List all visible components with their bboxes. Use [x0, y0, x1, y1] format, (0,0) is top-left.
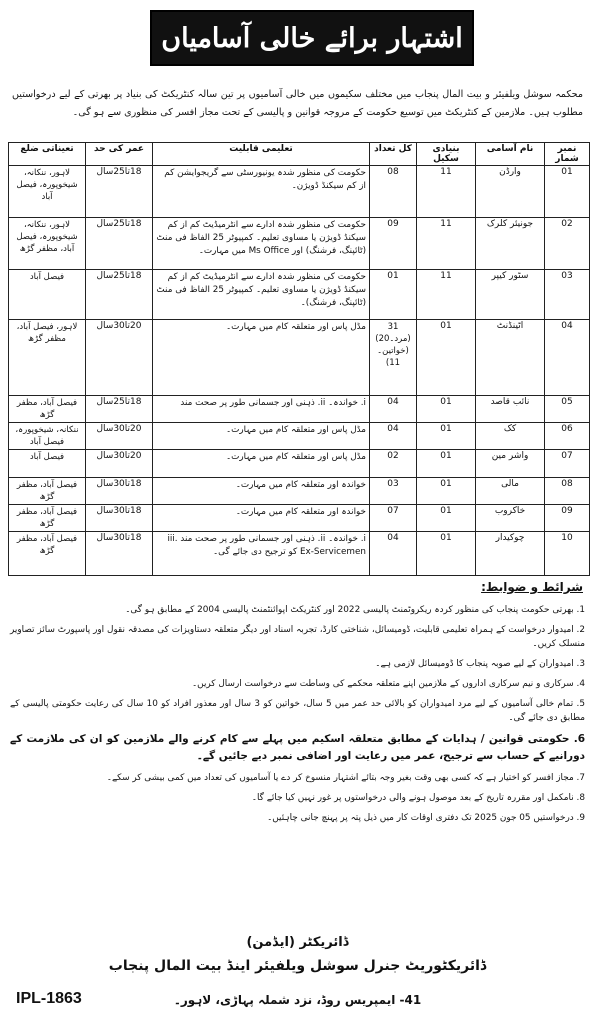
header-serial: نمبر شمار — [545, 143, 590, 166]
post-cell: وارڈن — [476, 166, 545, 218]
serial-cell: 06 — [545, 423, 590, 450]
count-cell: 04 — [370, 532, 417, 576]
table-row — [9, 396, 590, 423]
count-cell: 01 — [370, 270, 417, 320]
qualification-cell: مڈل پاس اور متعلقہ کام میں مہارت۔ — [153, 450, 370, 478]
qualification-cell: حکومت کی منظور شدہ یونیورسٹی سے گریجوایشن کم از کم سیکنڈ ڈویژن۔ — [153, 166, 370, 218]
district-cell: فیصل آباد، مظفر گڑھ — [9, 505, 86, 532]
district-cell: فیصل آباد، مظفر گڑھ — [9, 478, 86, 505]
count-cell: 04 — [370, 396, 417, 423]
post-cell: کک — [476, 423, 545, 450]
scale-cell: 01 — [417, 478, 476, 505]
scale-cell: 01 — [417, 396, 476, 423]
header-count: کل تعداد — [370, 143, 417, 166]
age-cell: 18تا30سال — [86, 478, 153, 505]
term-item: 5. تمام خالی آسامیوں کے لیے مرد امیدواران کو بالائی حد عمر میں 5 سال، خواتین کو 3 سال اور معذور افراد کو 10 سال کی رعایت حکومتی پالیسی کے مطابق دی جائے گی۔ — [10, 699, 585, 723]
district-cell: فیصل آباد — [9, 270, 86, 320]
header-age: عمر کی حد — [86, 143, 153, 166]
count-cell: 02 — [370, 450, 417, 478]
post-cell: مالی — [476, 478, 545, 505]
count-cell: 07 — [370, 505, 417, 532]
age-cell: 18تا30سال — [86, 505, 153, 532]
header-scale: بنیادی سکیل — [417, 143, 476, 166]
scale-cell: 01 — [417, 450, 476, 478]
table-row — [9, 505, 590, 532]
serial-cell: 01 — [545, 166, 590, 218]
qualification-cell: حکومت کی منظور شدہ ادارے سے انٹرمیڈیٹ کم از کم سیکنڈ ڈویژن یا مساوی تعلیم۔ کمپیوٹر 25 الفاظ فی منٹ (ٹائپنگ، فرشنگ) اور Ms Office میں مہارت۔ — [153, 218, 370, 270]
count-male: (مرد۔20) — [375, 334, 411, 344]
serial-cell: 02 — [545, 218, 590, 270]
header-qualification: تعلیمی قابلیت — [153, 143, 370, 166]
district-cell: فیصل آباد، مظفر گڑھ — [9, 396, 86, 423]
term-item: 2. امیدوار درخواست کے ہمراہ تعلیمی قابلیت، ڈومیسائل، شناختی کارڈ، تجربہ اسناد اور دیگر متعلقہ دستاویزات کی مصدقہ نقول اور پاسپورٹ سائز تصاویر منسلک کریں۔ — [10, 625, 585, 649]
scale-cell: 01 — [417, 532, 476, 576]
banner-title: اشتہار برائے خالی آسامیاں — [150, 10, 474, 66]
term-item: 4. سرکاری و نیم سرکاری اداروں کے ملازمین اپنے متعلقہ محکمے کی وساطت سے درخواست ارسال کریں۔ — [191, 679, 585, 689]
count-cell — [370, 320, 417, 396]
term-item: 7. مجاز افسر کو اختیار ہے کہ کسی بھی وقت بغیر وجہ بتائے اشتہار منسوخ کر دے یا آسامیوں کی تعداد میں کمی بیشی کر سکے۔ — [106, 773, 585, 783]
qualification-cell: i. خواندہ۔ ii. ذہنی اور جسمانی طور پر صحت مند iii. Ex-Servicemen کو ترجیح دی جائے گی۔ — [153, 532, 370, 576]
count-cell: 09 — [370, 218, 417, 270]
qualification-cell: i. خواندہ۔ ii. ذہنی اور جسمانی طور پر صحت مند — [153, 396, 370, 423]
header-district: تعیناتی ضلع — [9, 143, 86, 166]
district-cell: ننکانہ، شیخوپورہ، فیصل آباد — [9, 423, 86, 450]
signatory-title: ڈائریکٹر (ایڈمن) — [246, 935, 349, 950]
scale-cell: 11 — [417, 166, 476, 218]
age-cell: 20تا30سال — [86, 423, 153, 450]
term-item: 1. بھرتی حکومت پنجاب کی منظور کردہ ریکروٹمنٹ پالیسی 2022 اور کنٹریکٹ اپوائنٹمنٹ پالیسی 2004 کے مطابق ہو گی۔ — [125, 605, 585, 615]
post-cell: واشر مین — [476, 450, 545, 478]
term-item: 8. نامکمل اور مقررہ تاریخ کے بعد موصول ہونے والی درخواستوں پر غور نہیں کیا جائے گا۔ — [251, 793, 585, 803]
district-cell: لاہور، فیصل آباد، مظفر گڑھ — [9, 320, 86, 396]
age-cell: 18تا25سال — [86, 396, 153, 423]
post-cell: نائب قاصد — [476, 396, 545, 423]
qualification-cell: مڈل پاس اور متعلقہ کام میں مہارت۔ — [153, 423, 370, 450]
intro-paragraph: محکمہ سوشل ویلفیئر و بیت المال پنجاب میں مختلف سکیموں میں خالی آسامیوں پر تین سالہ کنٹریکٹ کی بنیاد پر بھرتی کے لیے درخواستیں مطلوب ہیں۔ ملازمین کے کنٹریکٹ میں توسیع حکومت کے مروجہ قوانین و پالیسی کے تحت مجاز افسر کی منظوری سے ہو گی۔ — [12, 89, 583, 118]
count-cell: 03 — [370, 478, 417, 505]
ipl-reference: IPL-1863 — [16, 990, 82, 1007]
header-post: نام آسامی — [476, 143, 545, 166]
terms-list — [10, 603, 585, 831]
age-cell: 18تا25سال — [86, 270, 153, 320]
term-item: 6. حکومتی قوانین / ہدایات کے مطابق متعلقہ اسکیم میں پہلے سے کام کرنے والے ملازمین کو ان کی ملازمت کے دورانیے کے حساب سے ترجیح، عمر میں رعایت اور اضافی نمبر دیے جائیں گے۔ — [10, 733, 585, 762]
table-row — [9, 423, 590, 450]
count-total: 31 — [387, 322, 399, 332]
table-row — [9, 450, 590, 478]
scale-cell: 01 — [417, 423, 476, 450]
table-row — [9, 218, 590, 270]
post-cell: سٹور کیپر — [476, 270, 545, 320]
table-row — [9, 478, 590, 505]
district-cell: فیصل آباد — [9, 450, 86, 478]
table-row — [9, 320, 590, 396]
directorate-name: ڈائریکٹوریٹ جنرل سوشل ویلفیئر اینڈ بیت المال پنجاب — [108, 958, 487, 974]
serial-cell: 05 — [545, 396, 590, 423]
vacancy-table — [8, 142, 590, 576]
table-row — [9, 270, 590, 320]
age-cell: 20تا30سال — [86, 450, 153, 478]
scale-cell: 01 — [417, 320, 476, 396]
table-row — [9, 166, 590, 218]
count-cell: 04 — [370, 423, 417, 450]
scale-cell: 01 — [417, 505, 476, 532]
age-cell: 20تا30سال — [86, 320, 153, 396]
scale-cell: 11 — [417, 218, 476, 270]
district-cell: فیصل آباد، مظفر گڑھ — [9, 532, 86, 576]
serial-cell: 04 — [545, 320, 590, 396]
term-item: 9. درخواستیں 05 جون 2025 تک دفتری اوقات کار میں ذیل پتہ پر پہنچ جانی چاہئیں۔ — [267, 813, 585, 823]
district-cell: لاہور، ننکانہ، شیخوپورہ، فیصل آباد — [9, 166, 86, 218]
qualification-cell: خواندہ اور متعلقہ کام میں مہارت۔ — [153, 478, 370, 505]
count-cell: 08 — [370, 166, 417, 218]
term-item: 3. امیدواران کے لیے صوبہ پنجاب کا ڈومیسائل لازمی ہے۔ — [375, 659, 585, 669]
table-header-row — [9, 143, 590, 166]
serial-cell: 08 — [545, 478, 590, 505]
post-cell: چوکیدار — [476, 532, 545, 576]
qualification-cell: مڈل پاس اور متعلقہ کام میں مہارت۔ — [153, 320, 370, 396]
district-cell: لاہور، ننکانہ، شیخوپورہ، فیصل آباد، مظفر گڑھ — [9, 218, 86, 270]
serial-cell: 07 — [545, 450, 590, 478]
office-address: 41- ایمپریس روڈ، نزد شملہ پہاڑی، لاہور۔ — [173, 993, 422, 1007]
serial-cell: 03 — [545, 270, 590, 320]
age-cell: 18تا25سال — [86, 166, 153, 218]
qualification-cell: حکومت کی منظور شدہ ادارے سے انٹرمیڈیٹ کم از کم سیکنڈ ڈویژن یا مساوی تعلیم۔ کمپیوٹر 25 الفاظ فی منٹ (ٹائپنگ، فرشنگ)۔ — [153, 270, 370, 320]
qualification-cell: خواندہ اور متعلقہ کام میں مہارت۔ — [153, 505, 370, 532]
serial-cell: 09 — [545, 505, 590, 532]
post-cell: اٹینڈنٹ — [476, 320, 545, 396]
post-cell: خاکروب — [476, 505, 545, 532]
count-female: (خواتین۔11) — [377, 346, 409, 368]
scale-cell: 11 — [417, 270, 476, 320]
table-row — [9, 532, 590, 576]
age-cell: 18تا30سال — [86, 532, 153, 576]
serial-cell: 10 — [545, 532, 590, 576]
terms-heading: شرائط و ضوابط: — [481, 580, 583, 594]
age-cell: 18تا25سال — [86, 218, 153, 270]
post-cell: جونیئر کلرک — [476, 218, 545, 270]
